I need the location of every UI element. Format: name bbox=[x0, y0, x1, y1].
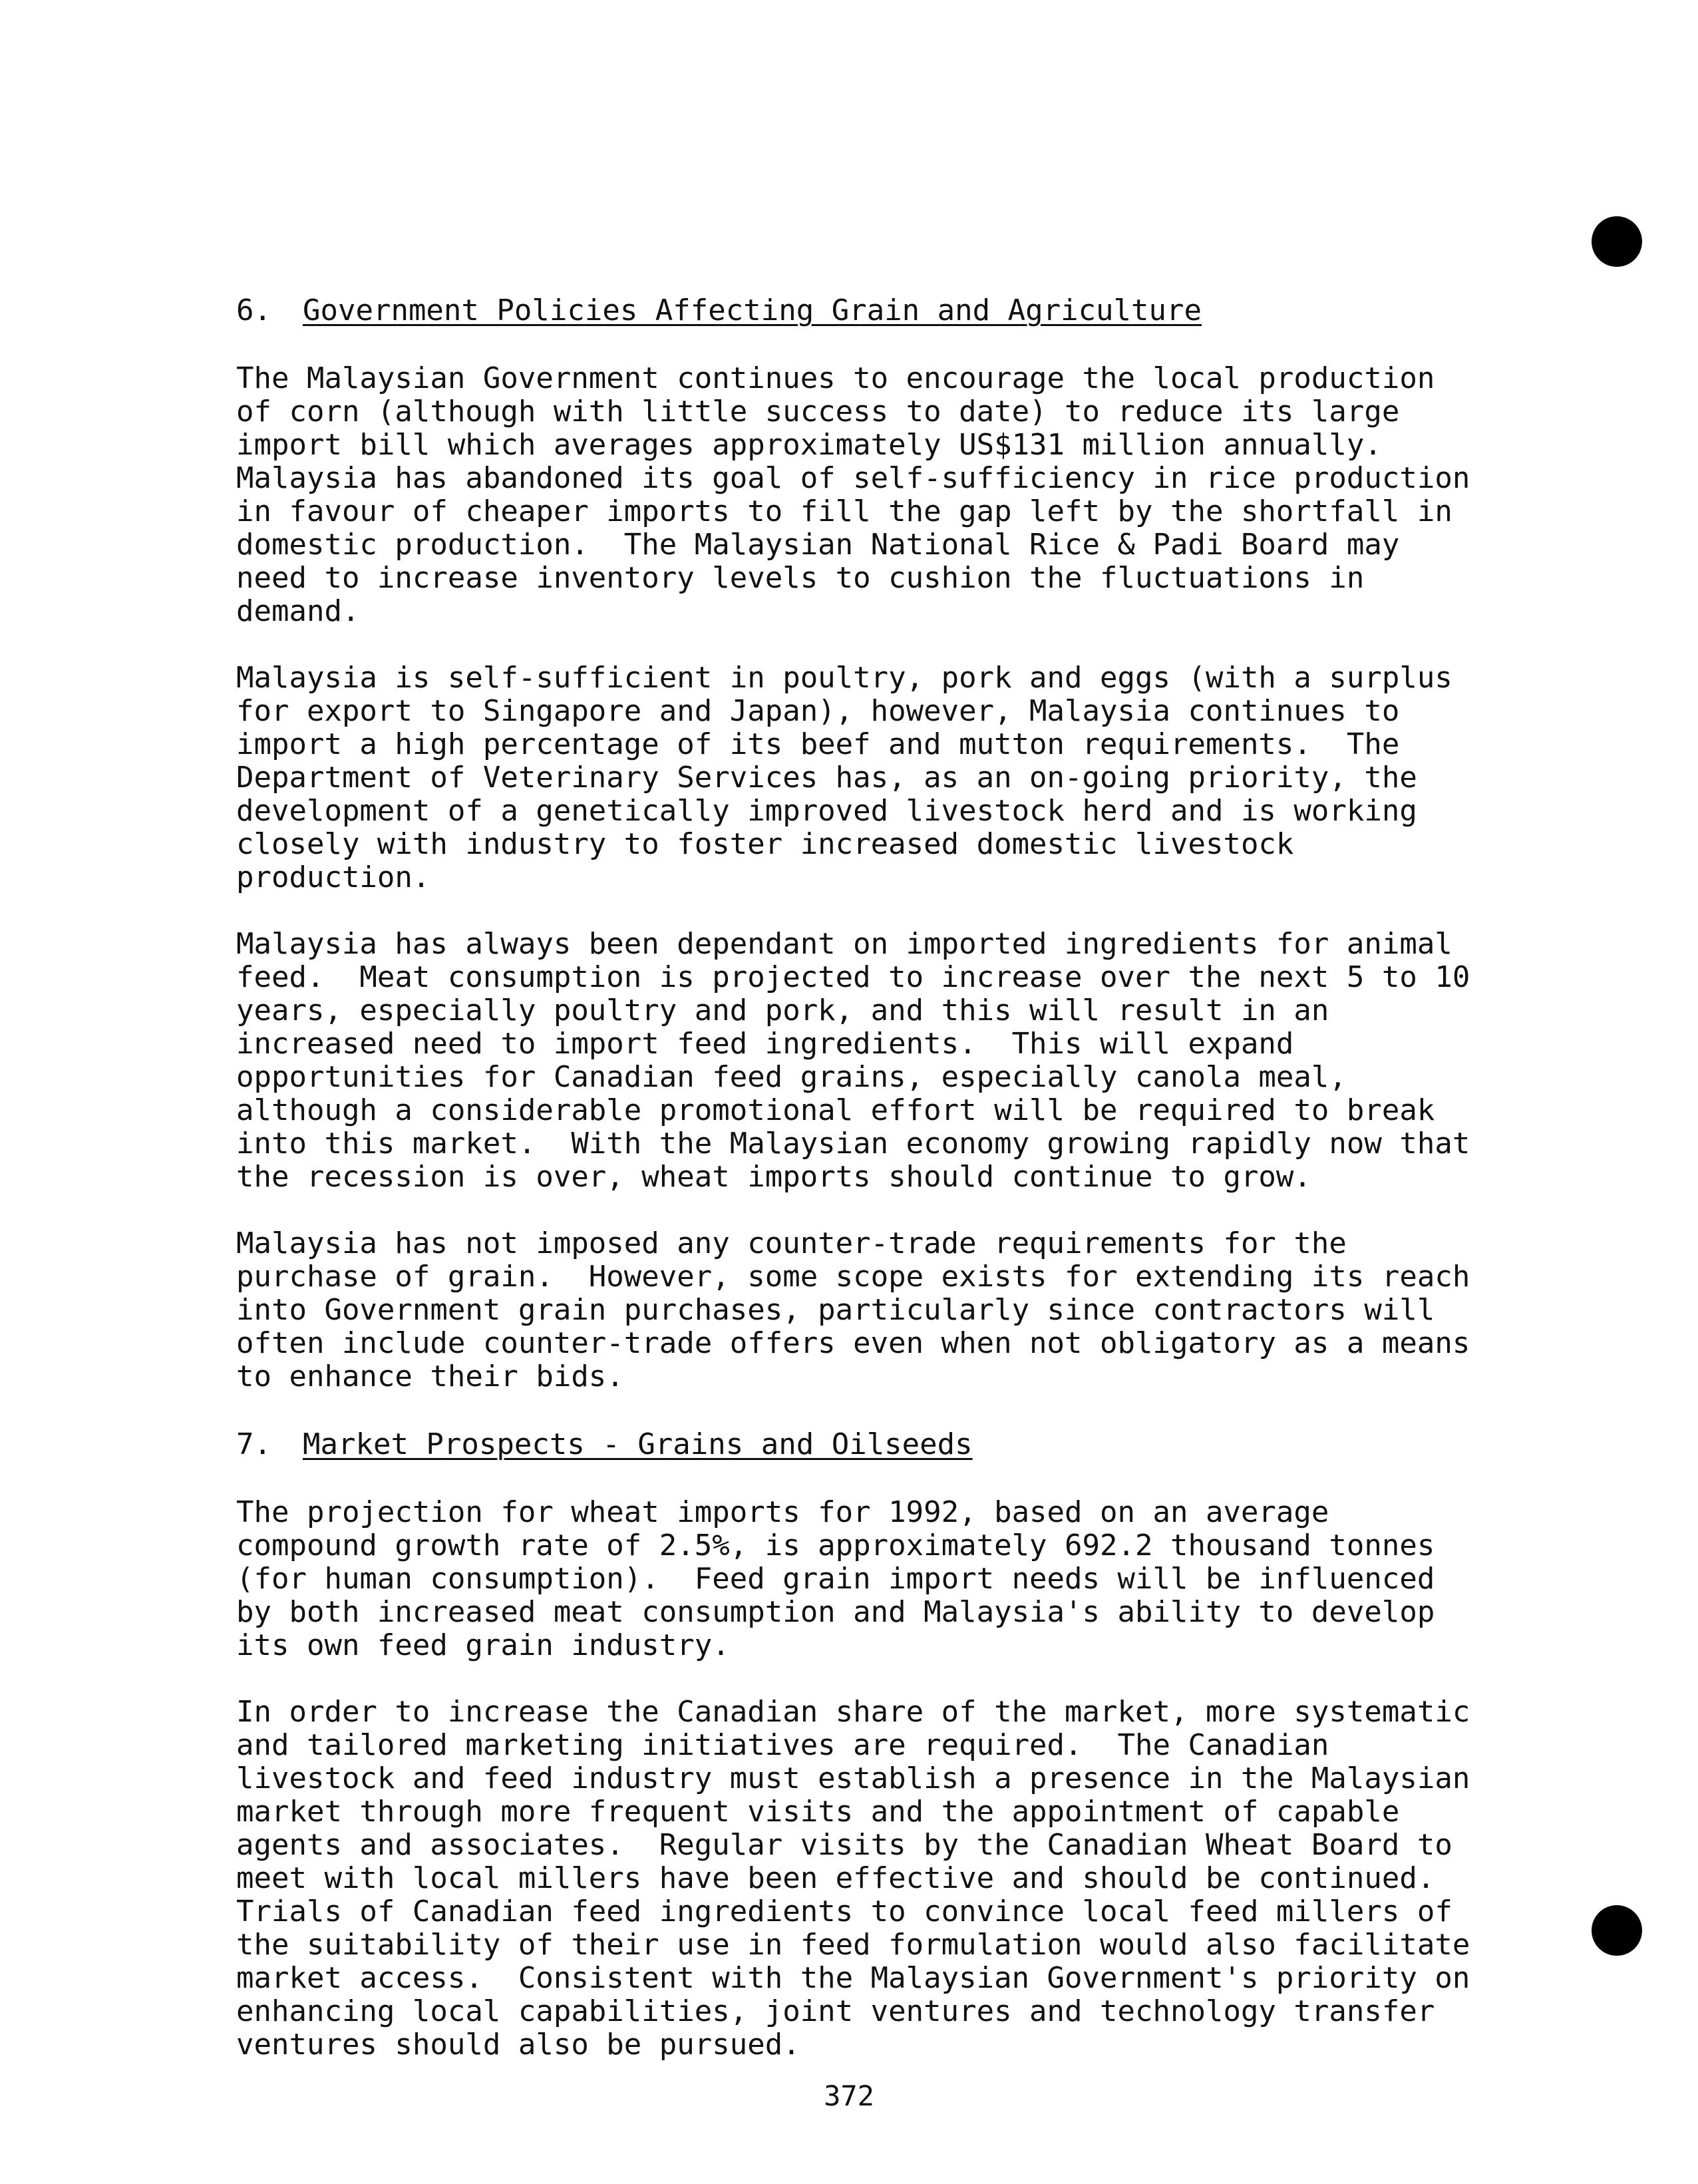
section-number: 7. bbox=[236, 1427, 271, 1461]
punch-hole-mark-bottom bbox=[1592, 1905, 1642, 1956]
paragraph: Malaysia has not imposed any counter-trade requirements for the purchase of grain. However, some scope exists for extending its reach into Government grain purchases, particularly since contractors will often include counter-trade offers even when not obligatory as a means to enhance their bids. bbox=[236, 1226, 1488, 1393]
punch-hole-mark-top bbox=[1592, 216, 1642, 267]
paragraph: Malaysia is self-sufficient in poultry, pork and eggs (with a surplus for export to Singapore and Japan), however, Malaysia continues to import a high percentage of its beef and mutton requirements. The Department of Veterinary Services has, as an on-going priority, the development of a genetically improved livestock herd and is working closely with industry to foster increased domestic livestock production. bbox=[236, 661, 1470, 894]
section-7-heading bbox=[236, 1427, 1487, 1463]
section-title: Government Policies Affecting Grain and Agriculture bbox=[303, 293, 1202, 327]
paragraph: The projection for wheat imports for 1992, based on an average compound growth rate of 2.5%, is approximately 692.2 thousand tonnes (for human consumption). Feed grain import needs will be influenced by both increased meat consumption and Malaysia's ability to develop its own feed grain industry. bbox=[236, 1495, 1452, 1662]
section-number: 6. bbox=[236, 293, 271, 327]
section-title: Market Prospects - Grains and Oilseeds bbox=[303, 1427, 973, 1461]
section-6-heading bbox=[236, 293, 1487, 329]
paragraph: Malaysia has always been dependant on imported ingredients for animal feed. Meat consumption is projected to increase over the next 5 to 10 years, especially poultry and pork, and this will result in an increased need to import feed ingredients. This will expand opportunities for Canadian feed grains, especially canola meal, although a considerable promotional effort will be required to break into this market. With the Malaysian economy growing rapidly now that the recession is over, wheat imports should continue to grow. bbox=[236, 927, 1488, 1194]
document-body bbox=[236, 293, 1487, 2095]
paragraph: In order to increase the Canadian share of the market, more systematic and tailored marketing initiatives are required. The Canadian livestock and feed industry must establish a presence in the Malaysian market through more frequent visits and the appointment of capable agents and associates. Regular visits by the Canadian Wheat Board to meet with local millers have been effective and should be continued. Trials of Canadian feed ingredients to convince local feed millers of the suitability of their use in feed formulation would also facilitate market access. Consistent with the Malaysian Government's priority on enhancing local capabilities, joint ventures and technology transfer ventures should also be pursued. bbox=[236, 1695, 1488, 2062]
paragraph: The Malaysian Government continues to encourage the local production of corn (although with little success to date) to reduce its large import bill which averages approximately US$131 million annually. Malaysia has abandoned its goal of self-sufficiency in rice production in favour of cheaper imports to fill the gap left by the shortfall in domestic production. The Malaysian National Rice & Padi Board may need to increase inventory levels to cushion the fluctuations in demand. bbox=[236, 361, 1488, 628]
page-number: 372 bbox=[824, 2080, 874, 2112]
